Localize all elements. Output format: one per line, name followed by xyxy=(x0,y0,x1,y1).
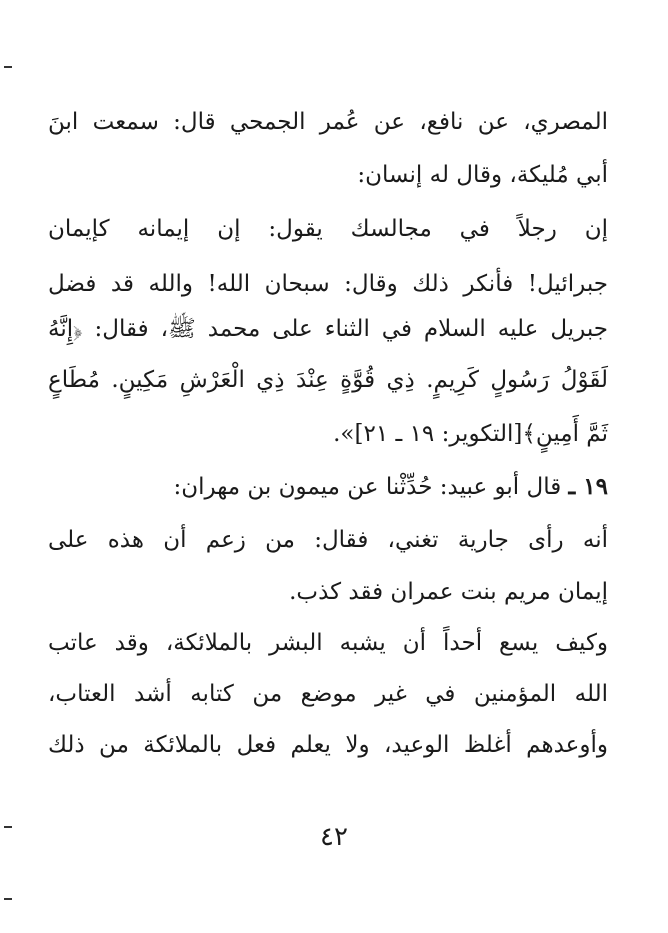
text-line: ثَمَّ أَمِينٍ﴾[التكوير: ١٩ ـ ٢١]». xyxy=(333,421,608,447)
text-line: أنه رأى جارية تغني، فقال: من زعم أن هذه على xyxy=(48,527,608,553)
text-line: إن رجلاً في مجالسك يقول: إن إيمانه كإيمان xyxy=(48,216,608,242)
page-number: ٤٢ xyxy=(320,822,348,852)
text-line: جبرائيل! فأنكر ذلك وقال: سبحان الله! والله قد فضل xyxy=(48,271,608,297)
margin-mark xyxy=(4,898,12,900)
margin-mark xyxy=(4,66,12,68)
item-number: ١٩ ـ xyxy=(568,473,608,500)
numbered-paragraph-line xyxy=(48,475,608,499)
text-line: لَقَوْلُ رَسُولٍ كَرِيمٍ. ذِي قُوَّةٍ عِنْدَ ذِي الْعَرْشِ مَكِينٍ. مُطَاعٍ xyxy=(48,367,608,393)
text-line: قال أبو عبيد: حُدِّثْنا عن ميمون بن مهران: xyxy=(173,474,562,500)
text-line: وأوعدهم أغلظ الوعيد، ولا يعلم فعل بالملائكة من ذلك xyxy=(48,732,608,758)
text-line: جبريل عليه السلام في الثناء على محمد ﷺ، فقال: ﴿إِنَّهُ xyxy=(48,316,608,342)
text-line: أبي مُليكة، وقال له إنسان: xyxy=(357,162,608,188)
text-line: الله المؤمنين في غير موضع من كتابه أشد العتاب، xyxy=(48,681,608,707)
text-line: وكيف يسع أحداً أن يشبه البشر بالملائكة، وقد عاتب xyxy=(48,630,608,656)
text-line: إيمان مريم بنت عمران فقد كذب. xyxy=(289,579,608,605)
text-line: المصري، عن نافع، عن عُمر الجمحي قال: سمعت ابنَ xyxy=(48,109,608,135)
